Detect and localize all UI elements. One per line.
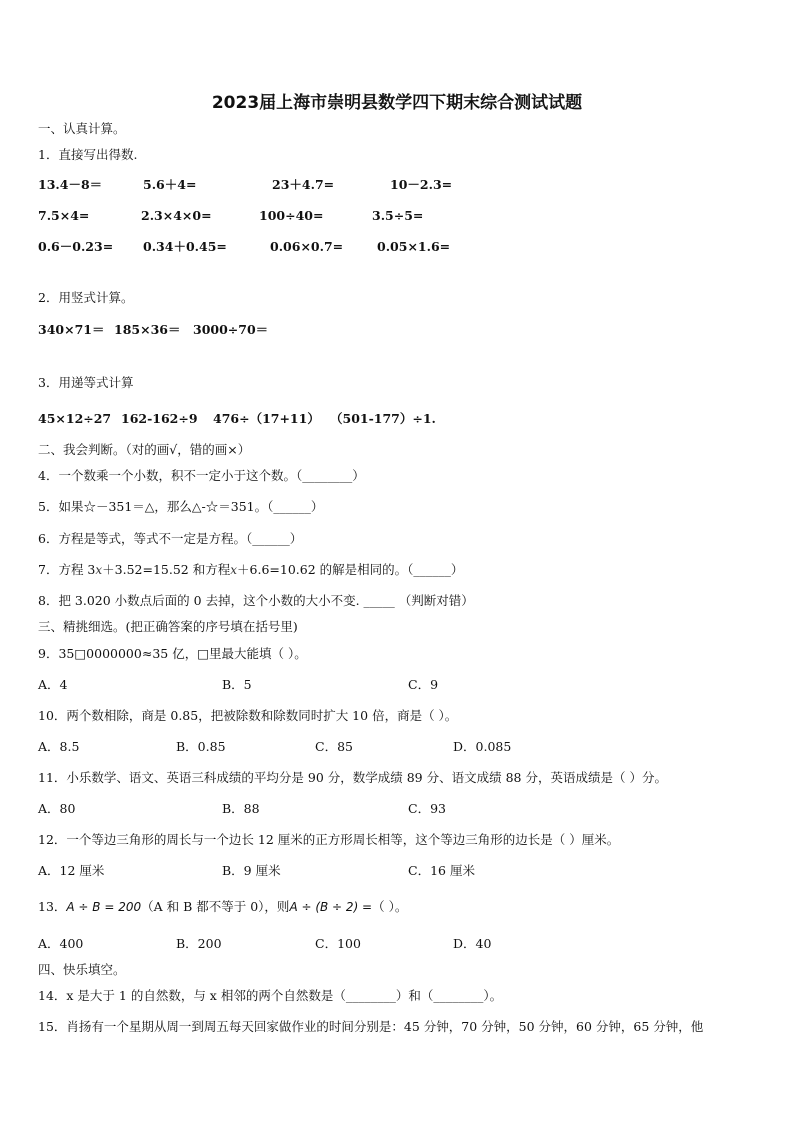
section-4-heading: 四、快乐填空。 — [38, 962, 126, 977]
q13-tail: （ ）。 — [372, 899, 408, 914]
q3-item: 476÷（17+11） — [213, 411, 320, 426]
q10-option-d: D．0.085 — [453, 739, 512, 754]
q1-item: 0.34＋0.45= — [143, 239, 227, 254]
q1-item: 2.3×4×0= — [141, 208, 212, 223]
q7-part-c: ＋6.6=10.62 的解是相同的。（______） — [237, 562, 464, 577]
q1-item: 0.06×0.7= — [270, 239, 344, 254]
section-2-heading: 二、我会判断。（对的画√，错的画×） — [38, 442, 251, 457]
q1-item: 7.5×4= — [38, 208, 90, 223]
q10-option-c: C．85 — [315, 739, 353, 754]
q2-label: 2．用竖式计算。 — [38, 290, 134, 305]
q8-text: 8．把 3.020 小数点后面的 0 去掉，这个小数的大小不变. _____ （判断对错） — [38, 593, 474, 608]
q3-item: 45×12÷27 — [38, 411, 112, 426]
q1-item: 10－2.3= — [390, 177, 453, 192]
q12-option-b: B．9 厘米 — [222, 863, 281, 878]
q1-item: 13.4－8＝ — [38, 177, 103, 192]
q10-option-a: A．8.5 — [38, 739, 80, 754]
q7-text — [38, 562, 463, 578]
q3-item: 162-162÷9 — [121, 411, 198, 426]
q1-item: 0.6－0.23= — [38, 239, 114, 254]
q13-condition: （A 和 B 都不等于 0），则 — [141, 899, 290, 914]
q1-item: 0.05×1.6= — [377, 239, 451, 254]
q3-label: 3．用递等式计算 — [38, 375, 134, 390]
q12-option-c: C．16 厘米 — [408, 863, 475, 878]
q11-option-b: B．88 — [222, 801, 260, 816]
q7-variable-x: x — [95, 563, 103, 577]
q11-text: 11．小乐数学、语文、英语三科成绩的平均分是 90 分，数学成绩 89 分、语文成绩 88 分，英语成绩是（ ）分。 — [38, 770, 667, 785]
q1-item: 100÷40= — [259, 208, 324, 223]
q13-text — [38, 899, 407, 915]
q11-option-c: C．93 — [408, 801, 446, 816]
q12-text: 12．一个等边三角形的周长与一个边长 12 厘米的正方形周长相等，这个等边三角形的边长是（ ）厘米。 — [38, 832, 620, 847]
page-title: 2023届上海市崇明县数学四下期末综合测试试题 — [211, 93, 583, 113]
q13-option-b: B．200 — [176, 936, 222, 951]
q7-part-a: 7．方程 3 — [38, 562, 96, 577]
q4-text: 4．一个数乘一个小数，积不一定小于这个数。（________） — [38, 468, 365, 483]
q13-option-c: C．100 — [315, 936, 361, 951]
q9-text: 9．35□0000000≈35 亿，□里最大能填（ ）。 — [38, 646, 307, 661]
q2-item: 340×71＝ — [38, 322, 105, 337]
q10-text: 10．两个数相除，商是 0.85，把被除数和除数同时扩大 10 倍，商是（ ）。 — [38, 708, 458, 723]
q1-item: 3.5÷5= — [372, 208, 424, 223]
q13-expression-2: A ÷ (B ÷ 2) = — [289, 900, 373, 914]
q10-option-b: B．0.85 — [176, 739, 226, 754]
q2-item: 3000÷70＝ — [193, 322, 269, 337]
q14-text: 14．x 是大于 1 的自然数，与 x 相邻的两个自然数是（________）和（________）。 — [38, 988, 503, 1003]
section-1-heading: 一、认真计算。 — [38, 121, 126, 136]
q1-item: 23＋4.7= — [272, 177, 335, 192]
q12-option-a: A．12 厘米 — [38, 863, 105, 878]
q6-text: 6．方程是等式，等式不一定是方程。（______） — [38, 531, 303, 546]
q9-option-a: A．4 — [38, 677, 68, 692]
q13-option-d: D．40 — [453, 936, 492, 951]
q9-option-c: C．9 — [408, 677, 439, 692]
section-3-heading: 三、精挑细选。(把正确答案的序号填在括号里) — [38, 619, 298, 634]
q13-number: 13． — [38, 899, 67, 914]
q3-item: （501-177）÷1. — [330, 411, 436, 426]
q7-variable-x: x — [230, 563, 238, 577]
q9-option-b: B．5 — [222, 677, 252, 692]
q1-item: 5.6＋4= — [143, 177, 197, 192]
q13-expression-1: A ÷ B = 200 — [66, 900, 142, 914]
q7-part-b: ＋3.52=15.52 和方程 — [102, 562, 231, 577]
q5-text: 5．如果☆－351＝△，那么△-☆＝351。（______） — [38, 499, 324, 514]
q13-option-a: A．400 — [38, 936, 84, 951]
q2-item: 185×36＝ — [114, 322, 181, 337]
q15-text: 15．肖扬有一个星期从周一到周五每天回家做作业的时间分别是：45 分钟，70 分钟，50 分钟，60 分钟，65 分钟，他 — [38, 1019, 704, 1034]
q1-label: 1．直接写出得数. — [38, 147, 138, 162]
q11-option-a: A．80 — [38, 801, 76, 816]
